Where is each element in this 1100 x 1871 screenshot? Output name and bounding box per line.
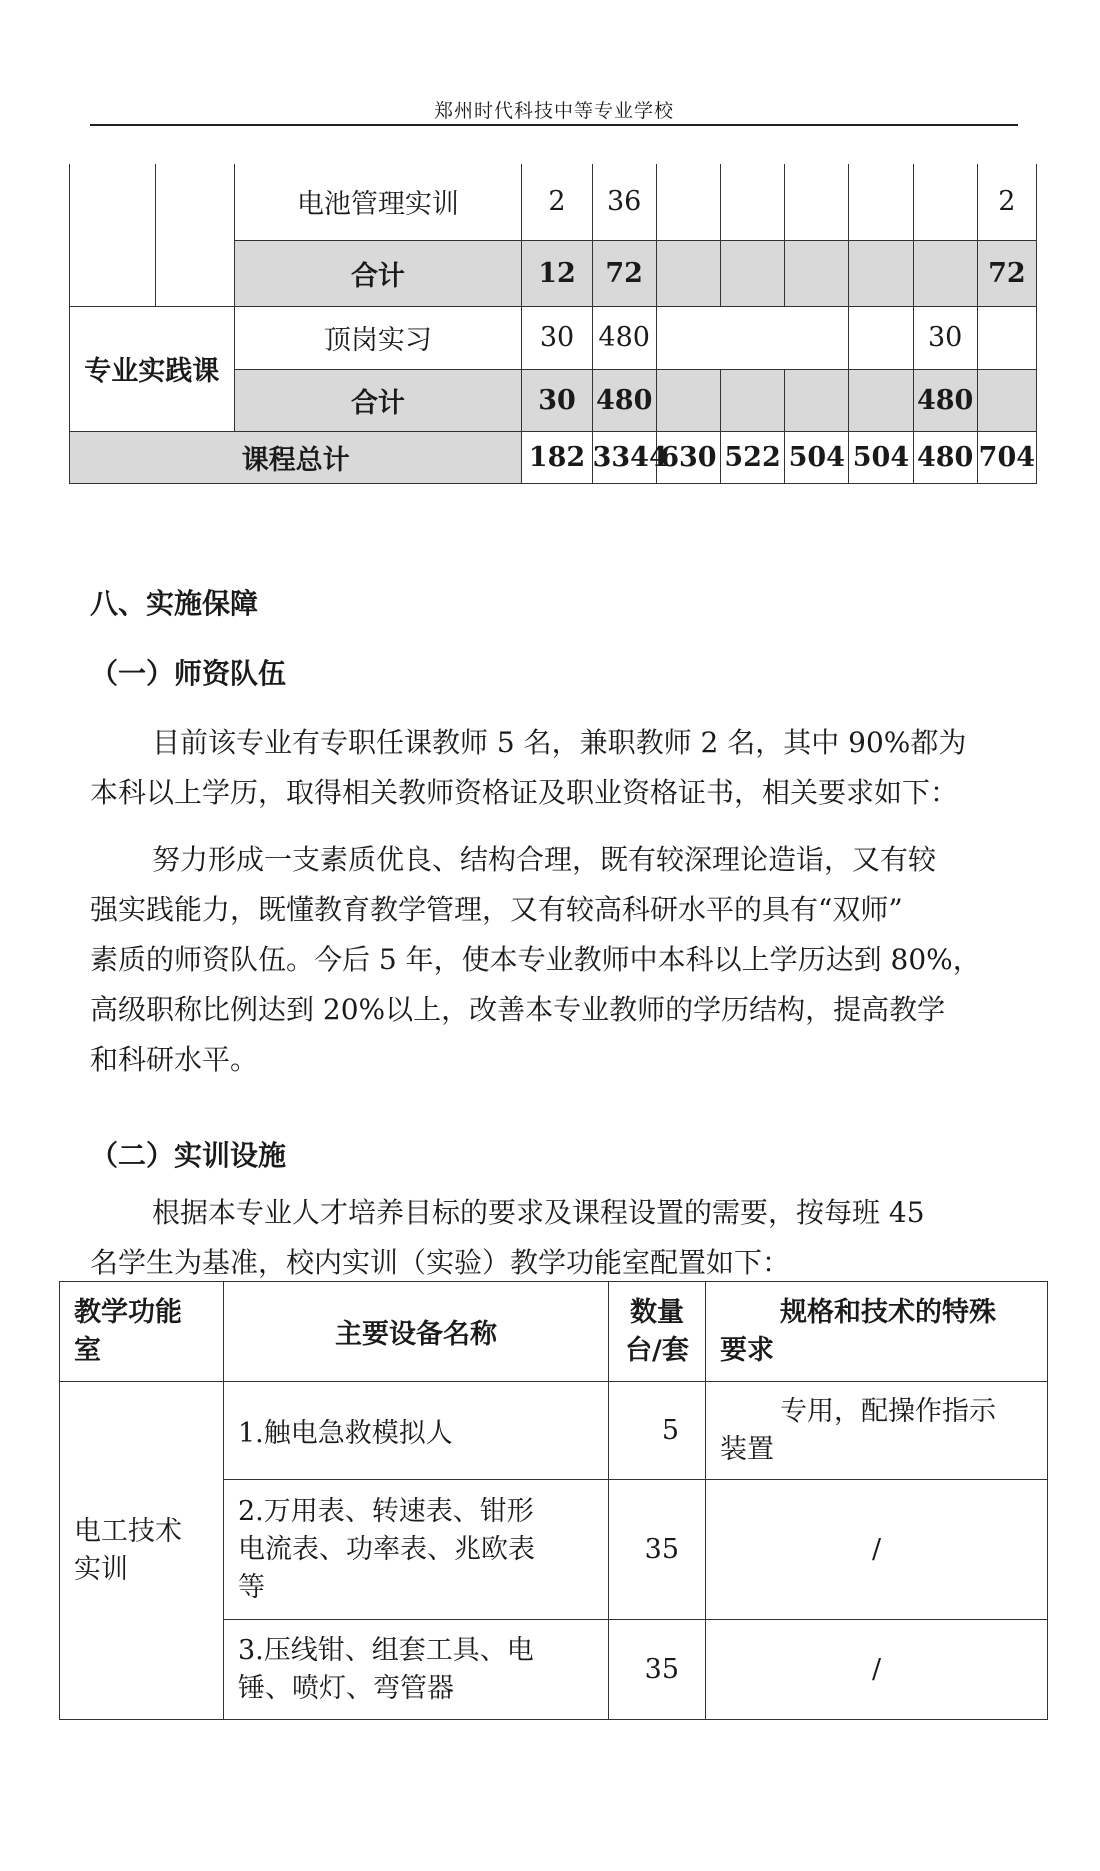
course-name: 顶岗实习 — [234, 306, 522, 369]
total-sem1: 630 — [656, 431, 720, 483]
paragraph: 根据本专业人才培养目标的要求及课程设置的需要，按每班 45 名学生为基准，校内实训（实验）教学功能室配置如下： — [90, 1196, 925, 1279]
subtotal-credits: 12 — [522, 240, 592, 306]
spec-cell: 专用，配操作指示 装置 — [706, 1382, 1048, 1480]
table-header-row — [60, 1282, 1048, 1382]
table-row — [70, 164, 1037, 240]
category-practice: 专业实践课 — [70, 306, 235, 431]
equipment-name: 2.万用表、转速表、钳形 电流表、功率表、兆欧表 等 — [224, 1480, 609, 1620]
qty-cell: 5 — [609, 1382, 706, 1480]
credits-cell: 30 — [522, 306, 592, 369]
sem6-cell: 30 — [913, 306, 977, 369]
paragraph: 努力形成一支素质优良、结构合理，既有较深理论造诣，又有较 强实践能力，既懂教育教学管理，又有较高科研水平的具有“双师” 素质的师资队伍。今后 5 年，使本专业教师中本科以上学历达到 80%， 高级职称比例达到 20%以上，改善本专业教师的学历结构，提高教学 和科研水平。 — [90, 843, 981, 1076]
total-label: 课程总计 — [70, 431, 522, 483]
hours-cell: 480 — [592, 306, 656, 369]
credits-cell: 2 — [522, 164, 592, 240]
hours-cell: 36 — [592, 164, 656, 240]
table-row — [60, 1382, 1048, 1480]
qty-cell: 35 — [609, 1480, 706, 1620]
total-row — [70, 431, 1037, 483]
subtotal-last: 72 — [977, 240, 1036, 306]
subtotal-label: 合计 — [234, 369, 522, 431]
section-title: 八、实施保障 — [90, 587, 259, 620]
spec-cell: / — [706, 1480, 1048, 1620]
spec-cell: / — [706, 1620, 1048, 1720]
subsection-title: （一）师资队伍 — [90, 657, 287, 690]
total-sem2: 522 — [720, 431, 784, 483]
course-table — [69, 164, 1037, 484]
total-sem3: 504 — [785, 431, 849, 483]
category-cell-empty — [70, 164, 156, 306]
header-spec: 规格和技术的特殊 要求 — [706, 1282, 1048, 1382]
header-qty: 数量 台/套 — [609, 1282, 706, 1382]
subcategory-cell-empty — [156, 164, 234, 306]
total-sem6: 704 — [977, 431, 1036, 483]
equipment-table — [59, 1281, 1048, 1720]
subtotal-label: 合计 — [234, 240, 522, 306]
equipment-name: 3.压线钳、组套工具、电 锤、喷灯、弯管器 — [224, 1620, 609, 1720]
subtotal-credits: 30 — [522, 369, 592, 431]
subtotal-sem6: 480 — [913, 369, 977, 431]
total-hours: 3344 — [592, 431, 656, 483]
qty-cell: 35 — [609, 1620, 706, 1720]
total-credits: 182 — [522, 431, 592, 483]
header-equipment: 主要设备名称 — [224, 1282, 609, 1382]
course-name: 电池管理实训 — [234, 164, 522, 240]
total-sem5: 480 — [913, 431, 977, 483]
room-cell: 电工技术 实训 — [60, 1382, 224, 1720]
page-header: 郑州时代科技中等专业学校 — [433, 100, 674, 122]
subtotal-hours: 72 — [592, 240, 656, 306]
header-rule — [90, 124, 1018, 126]
paragraph: 目前该专业有专职任课教师 5 名，兼职教师 2 名，其中 90%都为 本科以上学历，取得相关教师资格证及职业资格证书，相关要求如下： — [90, 726, 967, 809]
subsection-title: （二）实训设施 — [90, 1139, 287, 1172]
equipment-name: 1.触电急救模拟人 — [224, 1382, 609, 1480]
last-sem-cell: 2 — [977, 164, 1036, 240]
total-sem4: 504 — [849, 431, 913, 483]
header-room: 教学功能 室 — [60, 1282, 224, 1382]
table-row — [70, 306, 1037, 369]
subtotal-hours: 480 — [592, 369, 656, 431]
